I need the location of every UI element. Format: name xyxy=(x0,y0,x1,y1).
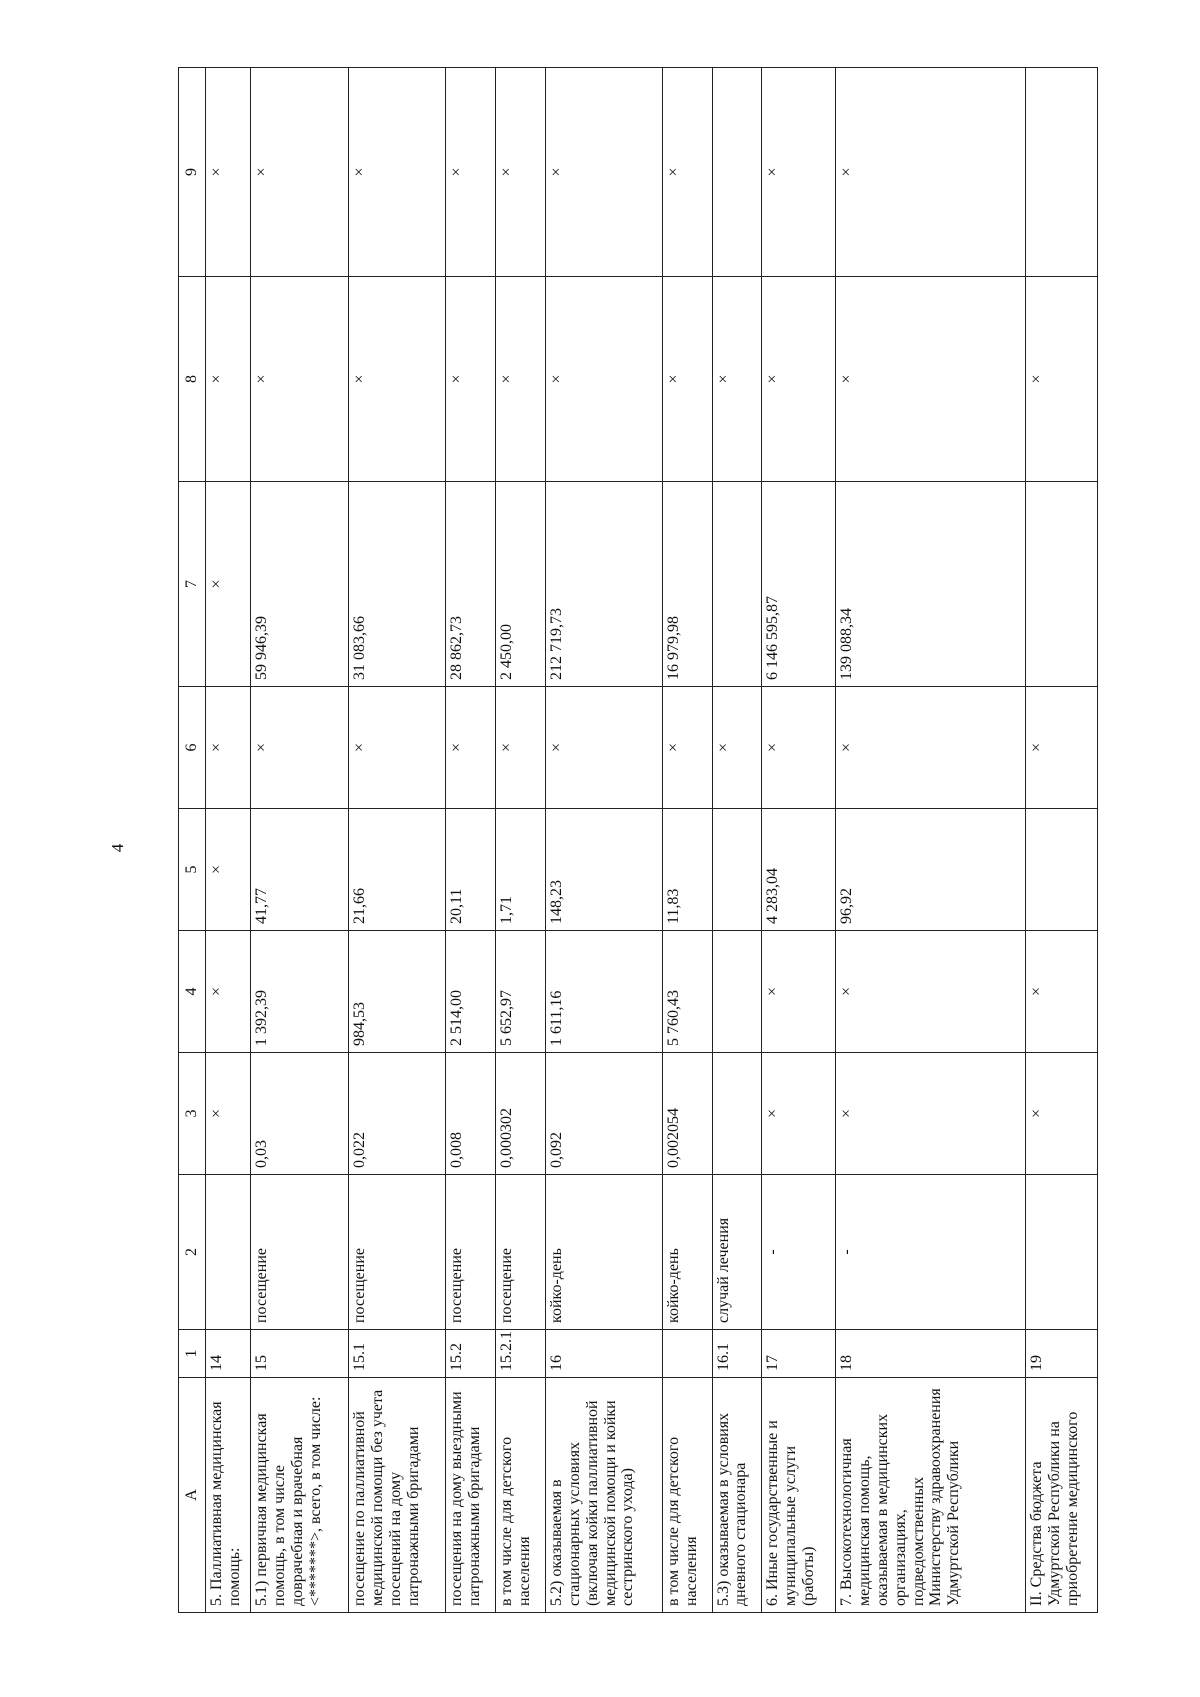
unit-cell: случай лечения xyxy=(712,1175,762,1330)
value-cell-8: × xyxy=(712,277,762,482)
value-cell-5: 11,83 xyxy=(662,809,712,931)
value-cell-7: 212 719,73 xyxy=(545,482,662,687)
value-cell-7: 31 083,66 xyxy=(348,482,445,687)
value-cell-4: 1 611,16 xyxy=(545,931,662,1053)
value-cell-8: × xyxy=(348,277,445,482)
unit-cell: койко-день xyxy=(662,1175,712,1330)
value-cell-5: 20,11 xyxy=(446,809,496,931)
table-row xyxy=(1026,68,1098,1613)
value-cell-9 xyxy=(1026,68,1098,277)
header-cell: 9 xyxy=(179,68,206,277)
value-cell-8: × xyxy=(251,277,348,482)
header-cell: 7 xyxy=(179,482,206,687)
table-row xyxy=(545,68,662,1613)
table-row xyxy=(206,68,251,1613)
value-cell-3: 0,03 xyxy=(251,1053,348,1175)
row-number-cell xyxy=(662,1330,712,1378)
value-cell-6: × xyxy=(496,687,546,809)
value-cell-7: 59 946,39 xyxy=(251,482,348,687)
budget-table xyxy=(178,67,1098,1613)
unit-cell: посещение xyxy=(496,1175,546,1330)
value-cell-5 xyxy=(1026,809,1098,931)
value-cell-6: × xyxy=(446,687,496,809)
header-cell: А xyxy=(179,1378,206,1613)
value-cell-6: × xyxy=(835,687,1026,809)
header-cell: 5 xyxy=(179,809,206,931)
unit-cell: посещение xyxy=(446,1175,496,1330)
value-cell-4 xyxy=(712,931,762,1053)
value-cell-4: × xyxy=(206,931,251,1053)
value-cell-3: × xyxy=(1026,1053,1098,1175)
value-cell-8: × xyxy=(662,277,712,482)
page-number: 4 xyxy=(108,843,127,853)
header-cell: 2 xyxy=(179,1175,206,1330)
value-cell-8: × xyxy=(446,277,496,482)
table-row xyxy=(712,68,762,1613)
header-cell: 6 xyxy=(179,687,206,809)
row-label-cell: 5.2) оказываемая в стационарных условиях (включая койки паллиативной медицинской помощи и койки сестринского ухода) xyxy=(545,1378,662,1613)
value-cell-4: × xyxy=(835,931,1026,1053)
value-cell-4: 5 760,43 xyxy=(662,931,712,1053)
header-cell: 3 xyxy=(179,1053,206,1175)
table-row xyxy=(496,68,546,1613)
value-cell-8: × xyxy=(206,277,251,482)
row-number-cell: 15.2 xyxy=(446,1330,496,1378)
value-cell-9: × xyxy=(496,68,546,277)
rotated-table-container xyxy=(178,68,1098,1613)
table-row xyxy=(835,68,1026,1613)
value-cell-7: 2 450,00 xyxy=(496,482,546,687)
row-label-cell: посещение по паллиативной медицинской помощи без учета посещений на дому патронажными бригадами xyxy=(348,1378,445,1613)
value-cell-7: × xyxy=(206,482,251,687)
value-cell-3: 0,008 xyxy=(446,1053,496,1175)
unit-cell: посещение xyxy=(251,1175,348,1330)
row-label-cell: в том числе для детского населения xyxy=(496,1378,546,1613)
value-cell-9: × xyxy=(762,68,836,277)
table-row xyxy=(251,68,348,1613)
table-row xyxy=(348,68,445,1613)
table-row xyxy=(762,68,836,1613)
value-cell-6: × xyxy=(545,687,662,809)
value-cell-4: 1 392,39 xyxy=(251,931,348,1053)
table-row xyxy=(446,68,496,1613)
value-cell-9: × xyxy=(662,68,712,277)
value-cell-8: × xyxy=(496,277,546,482)
header-row xyxy=(179,68,206,1613)
value-cell-7: 28 862,73 xyxy=(446,482,496,687)
value-cell-7: 16 979,98 xyxy=(662,482,712,687)
value-cell-6: × xyxy=(662,687,712,809)
value-cell-3: 0,022 xyxy=(348,1053,445,1175)
value-cell-7 xyxy=(712,482,762,687)
value-cell-5: 1,71 xyxy=(496,809,546,931)
value-cell-6: × xyxy=(348,687,445,809)
value-cell-9: × xyxy=(206,68,251,277)
value-cell-4: 5 652,97 xyxy=(496,931,546,1053)
value-cell-6: × xyxy=(206,687,251,809)
value-cell-9: × xyxy=(348,68,445,277)
value-cell-8: × xyxy=(545,277,662,482)
value-cell-9: × xyxy=(545,68,662,277)
header-cell: 4 xyxy=(179,931,206,1053)
value-cell-9: × xyxy=(251,68,348,277)
row-number-cell: 16.1 xyxy=(712,1330,762,1378)
value-cell-4: 2 514,00 xyxy=(446,931,496,1053)
value-cell-3: 0,000302 xyxy=(496,1053,546,1175)
row-number-cell: 16 xyxy=(545,1330,662,1378)
value-cell-4: × xyxy=(1026,931,1098,1053)
value-cell-3 xyxy=(712,1053,762,1175)
table-row xyxy=(662,68,712,1613)
value-cell-5: × xyxy=(206,809,251,931)
row-label-cell: 5.3) оказываемая в условиях дневного стационара xyxy=(712,1378,762,1613)
row-number-cell: 19 xyxy=(1026,1330,1098,1378)
row-label-cell: 5. Паллиативная медицинская помощь: xyxy=(206,1378,251,1613)
row-number-cell: 18 xyxy=(835,1330,1026,1378)
value-cell-3: 0,092 xyxy=(545,1053,662,1175)
value-cell-3: × xyxy=(835,1053,1026,1175)
header-cell: 8 xyxy=(179,277,206,482)
row-number-cell: 17 xyxy=(762,1330,836,1378)
row-label-cell: в том числе для детского населения xyxy=(662,1378,712,1613)
row-label-cell: посещения на дому выездными патронажными бригадами xyxy=(446,1378,496,1613)
value-cell-3: × xyxy=(206,1053,251,1175)
unit-cell xyxy=(1026,1175,1098,1330)
value-cell-6: × xyxy=(251,687,348,809)
unit-cell: посещение xyxy=(348,1175,445,1330)
unit-cell xyxy=(206,1175,251,1330)
value-cell-9 xyxy=(712,68,762,277)
value-cell-5 xyxy=(712,809,762,931)
value-cell-3: × xyxy=(762,1053,836,1175)
value-cell-5: 21,66 xyxy=(348,809,445,931)
value-cell-7 xyxy=(1026,482,1098,687)
value-cell-9: × xyxy=(835,68,1026,277)
value-cell-5: 148,23 xyxy=(545,809,662,931)
value-cell-8: × xyxy=(835,277,1026,482)
value-cell-8: × xyxy=(762,277,836,482)
value-cell-8: × xyxy=(1026,277,1098,482)
unit-cell: - xyxy=(835,1175,1026,1330)
value-cell-6: × xyxy=(712,687,762,809)
value-cell-3: 0,002054 xyxy=(662,1053,712,1175)
row-number-cell: 15.1 xyxy=(348,1330,445,1378)
value-cell-7: 139 088,34 xyxy=(835,482,1026,687)
row-label-cell: 7. Высокотехнологичная медицинская помощь, оказываемая в медицинских организациях, подведомственных Министерству здравоохранения Удмуртской Республики xyxy=(835,1378,1026,1613)
row-number-cell: 15.2.1 xyxy=(496,1330,546,1378)
row-label-cell: 6. Иные государственные и муниципальные услуги (работы) xyxy=(762,1378,836,1613)
value-cell-9: × xyxy=(446,68,496,277)
unit-cell: койко-день xyxy=(545,1175,662,1330)
row-label-cell: II. Средства бюджета Удмуртской Республики на приобретение медицинского xyxy=(1026,1378,1098,1613)
value-cell-7: 6 146 595,87 xyxy=(762,482,836,687)
value-cell-6: × xyxy=(762,687,836,809)
row-number-cell: 14 xyxy=(206,1330,251,1378)
value-cell-5: 41,77 xyxy=(251,809,348,931)
row-number-cell: 15 xyxy=(251,1330,348,1378)
value-cell-5: 4 283,04 xyxy=(762,809,836,931)
row-label-cell: 5.1) первичная медицинская помощь, в том числе доврачебная и врачебная <*******>, всего, в том числе: xyxy=(251,1378,348,1613)
value-cell-6: × xyxy=(1026,687,1098,809)
header-cell: 1 xyxy=(179,1330,206,1378)
value-cell-4: 984,53 xyxy=(348,931,445,1053)
unit-cell: - xyxy=(762,1175,836,1330)
value-cell-4: × xyxy=(762,931,836,1053)
value-cell-5: 96,92 xyxy=(835,809,1026,931)
